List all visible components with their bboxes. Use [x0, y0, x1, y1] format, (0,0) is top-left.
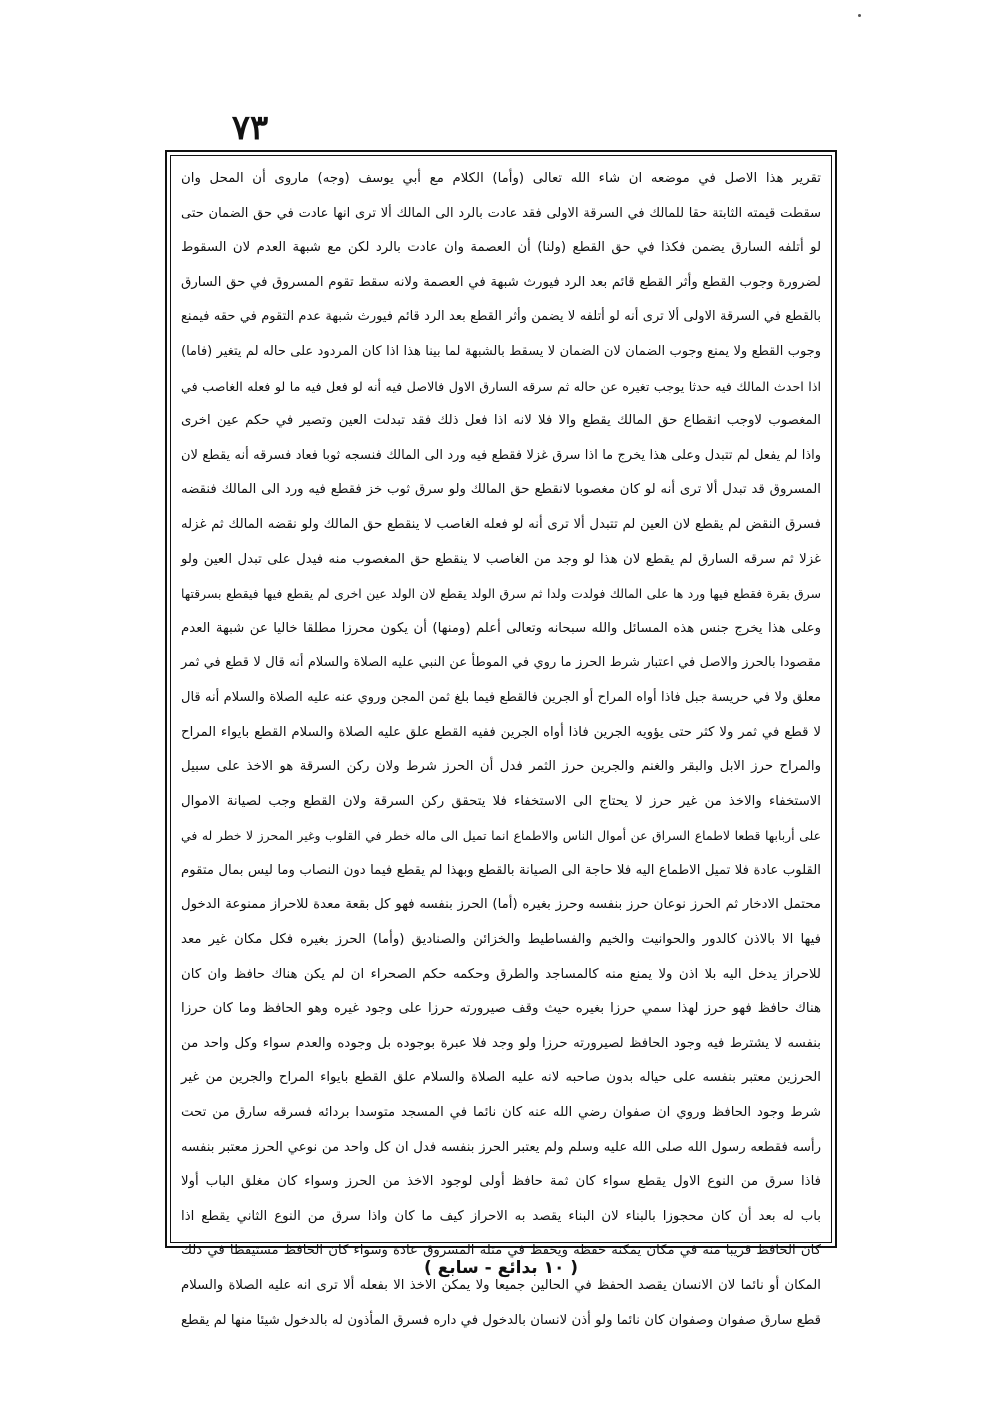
- text-line: على أربابها قطعا لاطماع السراق عن أموال الناس والاطماع انما تميل الى ماله خطر في القلوب وغير المحرز لا خطر له في: [181, 828, 821, 844]
- text-line: لا قطع في ثمر ولا كثر حتى يؤويه الجرين فاذا أواه الجرين ففيه القطع علق عليه الصلاة والسلام القطع بايواء المراح: [181, 724, 821, 740]
- text-line: سقطت قيمته الثابتة حقا للمالك في السرقة الاولى فقد عادت بالرد الى المالك ألا ترى انها عادت في حق الضمان حتى: [181, 205, 821, 221]
- text-line: واذا لم يفعل لم تتبدل وعلى هذا يخرج ما اذا سرق غزلا فقطع فيه ورد الى المالك فنسجه ثوبا فعاد فسرقه أنه يقطع لان: [181, 447, 821, 463]
- text-line: تقرير هذا الاصل في موضعه ان شاء الله تعالى (وأما) الكلام مع أبي يوسف (وجه) ماروى أن المحل وان: [181, 171, 821, 186]
- text-line: للاحراز يدخل اليه بلا اذن ولا يمنع منه كالمساجد والطرق وحكمه حكم الصحراء ان لم يكن هناك حافظ وان كان: [181, 966, 821, 982]
- page-number: ٧٣: [231, 108, 269, 148]
- text-line: شرط وجود الحافظ وروي ان صفوان رضي الله عنه كان نائما في المسجد متوسدا بردائه فسرقه سارق من تحت: [181, 1105, 821, 1121]
- text-line: المسروق قد تبدل ألا ترى أنه لو كان مغصوبا لانقطع حق المالك ولو سرق ثوب خز فقطع فيه ورد الى المالك فنقضه: [181, 482, 821, 498]
- text-line: المكان أو نائما لان الانسان يقصد الحفظ في الحالين جميعا ولا يمكن الاخذ الا بفعله ألا ترى انه عليه الصلاة والسلام: [181, 1278, 821, 1293]
- text-line: وعلى هذا يخرج جنس هذه المسائل والله سبحانه وتعالى أعلم (ومنها) أن يكون محرزا مطلقا خاليا عن شبهة العدم: [181, 620, 821, 636]
- text-line: رأسه فقطعه رسول الله صلى الله عليه وسلم ولم يعتبر الحرز بنفسه فدل ان كل واحد من نوعي الحرز معتبر بنفسه: [181, 1139, 821, 1155]
- text-line: غزلا ثم سرقه السارق لم يقطع لان هذا لو وجد من الغاصب لا ينقطع حق المغصوب منه فيدل على تبدل العين ولو: [181, 551, 821, 567]
- scan-speck: [858, 14, 861, 17]
- text-line: بنفسه لا يشترط فيه وجود الحافظ لصيرورته حرزا ولو وجد فلا عبرة بوجوده بل وجوده والعدم سواء وكل واحد من: [181, 1035, 821, 1051]
- text-line: بالقطع في السرقة الاولى ألا ترى أنه لو أتلفه لا يضمن وأثر القطع بعد الرد قائم فيورث شبهة عدم التقوم في حقه فيمنع: [181, 309, 821, 325]
- text-line: مقصودا بالحرز والاصل في اعتبار شرط الحرز ما روي في الموطأ عن النبي عليه الصلاة والسلام أنه قال لا قطع في ثمر: [181, 655, 821, 671]
- page-footer-signature: ( ١٠ بدائع - سابع ): [423, 1258, 579, 1278]
- text-line: معلق ولا في حريسة جبل فاذا أواه المراح أو الجرين فالقطع فيما بلغ ثمن المجن وروي عنه عليه الصلاة والسلام أنه قال: [181, 689, 821, 705]
- text-line: هناك حافظ فهو حرز لهذا سمي حرزا بغيره حيث وقف صيرورته حرزا على وجود غيره وهو الحافظ وما كان حرزا: [181, 1001, 821, 1017]
- text-line: والمراح حرز الابل والبقر والغنم والجرين حرز الثمر فدل أن الحرز شرط ولان ركن السرقة هو الاخذ على سبيل: [181, 759, 821, 775]
- text-line: وجوب القطع ولا يمنع وجوب الضمان لان الضمان لا يسقط بالشبهة لما بينا هذا اذا كان المردود على حاله لم يتغير (فاما): [181, 343, 821, 359]
- text-line: فاذا سرق من النوع الاول يقطع سواء كان ثمة حافظ أولى لوجود الاخذ من الحرز وسواء كان مغلق الباب أولا: [181, 1174, 821, 1190]
- text-line: كان الحافظ قريبا منه في مكان يمكنه حفظه ويحفظ في مثله المسروق عادة وسواء كان الحافظ مستيقظا في ذلك: [181, 1243, 821, 1259]
- text-line: المغصوب لاوجب انقطاع حق المالك يقطع والا فلا لانه اذا فعل ذلك فقد تبدلت العين وتصير في حكم عين اخرى: [181, 413, 821, 429]
- text-line: لضرورة وجوب القطع وأثر القطع قائم بعد الرد فيورث شبهة في العصمة ولانه سقط تقوم المسروق في حق السارق: [181, 274, 821, 290]
- text-line: الحرزين معتبر بنفسه على حياله بدون صاحبه لانه عليه الصلاة والسلام علق القطع بايواء المراح والجرين من غير: [181, 1070, 821, 1086]
- text-line: باب له بعد أن كان محجوزا بالبناء لان البناء يقصد به الاحراز كيف ما كان واذا سرق من النوع الثاني يقطع اذا: [181, 1208, 821, 1224]
- text-line: محتمل الادخار ثم الحرز نوعان حرز بنفسه وحرز بغيره (أما) الحرز بنفسه فهو كل بقعة معدة للاحراز ممنوعة الدخول: [181, 897, 821, 913]
- text-line: القلوب عادة فلا تميل الاطماع اليه فلا حاجة الى الصيانة بالقطع وبهذا لم يقطع فيما دون النصاب وما ليس بمال متقوم: [181, 862, 821, 878]
- text-line: فيها الا بالاذن كالدور والحوانيت والخيم والفساطيط والخزائن والصناديق (وأما) الحرز بغيره فكل مكان غير معد: [181, 932, 821, 948]
- text-line: اذا احدث المالك فيه حدثا يوجب تغيره عن حاله ثم سرقه السارق الاول فالاصل فيه أنه لو فعل فيه ما لو فعله الغاصب في: [181, 378, 821, 394]
- text-line: قطع سارق صفوان وصفوان كان نائما ولو أذن لانسان بالدخول في داره فسرق المأذون له بالدخول شيئا منها لم يقطع: [181, 1312, 821, 1328]
- text-line: الاستخفاء والاخذ من غير حرز لا يحتاج الى الاستخفاء فلا يتحقق ركن السرقة ولان القطع وجب لصيانة الاموال: [181, 793, 821, 809]
- text-line: سرق بقرة فقطع فيها ورد ها على المالك فولدت ولدا ثم سرق الولد يقطع لان الولد عين اخرى لم يقطع فيها فيقطع بسرقتها: [181, 586, 821, 602]
- text-line: فسرق النقض لم يقطع لان العين لم تتبدل ألا ترى أنه لو فعله الغاصب لا ينقطع حق المالك ولو نقضه المالك ثم غزله: [181, 516, 821, 532]
- text-line: لو أتلفه السارق يضمن فكذا في حق القطع (ولنا) أن العصمة وان عادت بالرد لكن مع شبهة العدم لان السقوط: [181, 240, 821, 256]
